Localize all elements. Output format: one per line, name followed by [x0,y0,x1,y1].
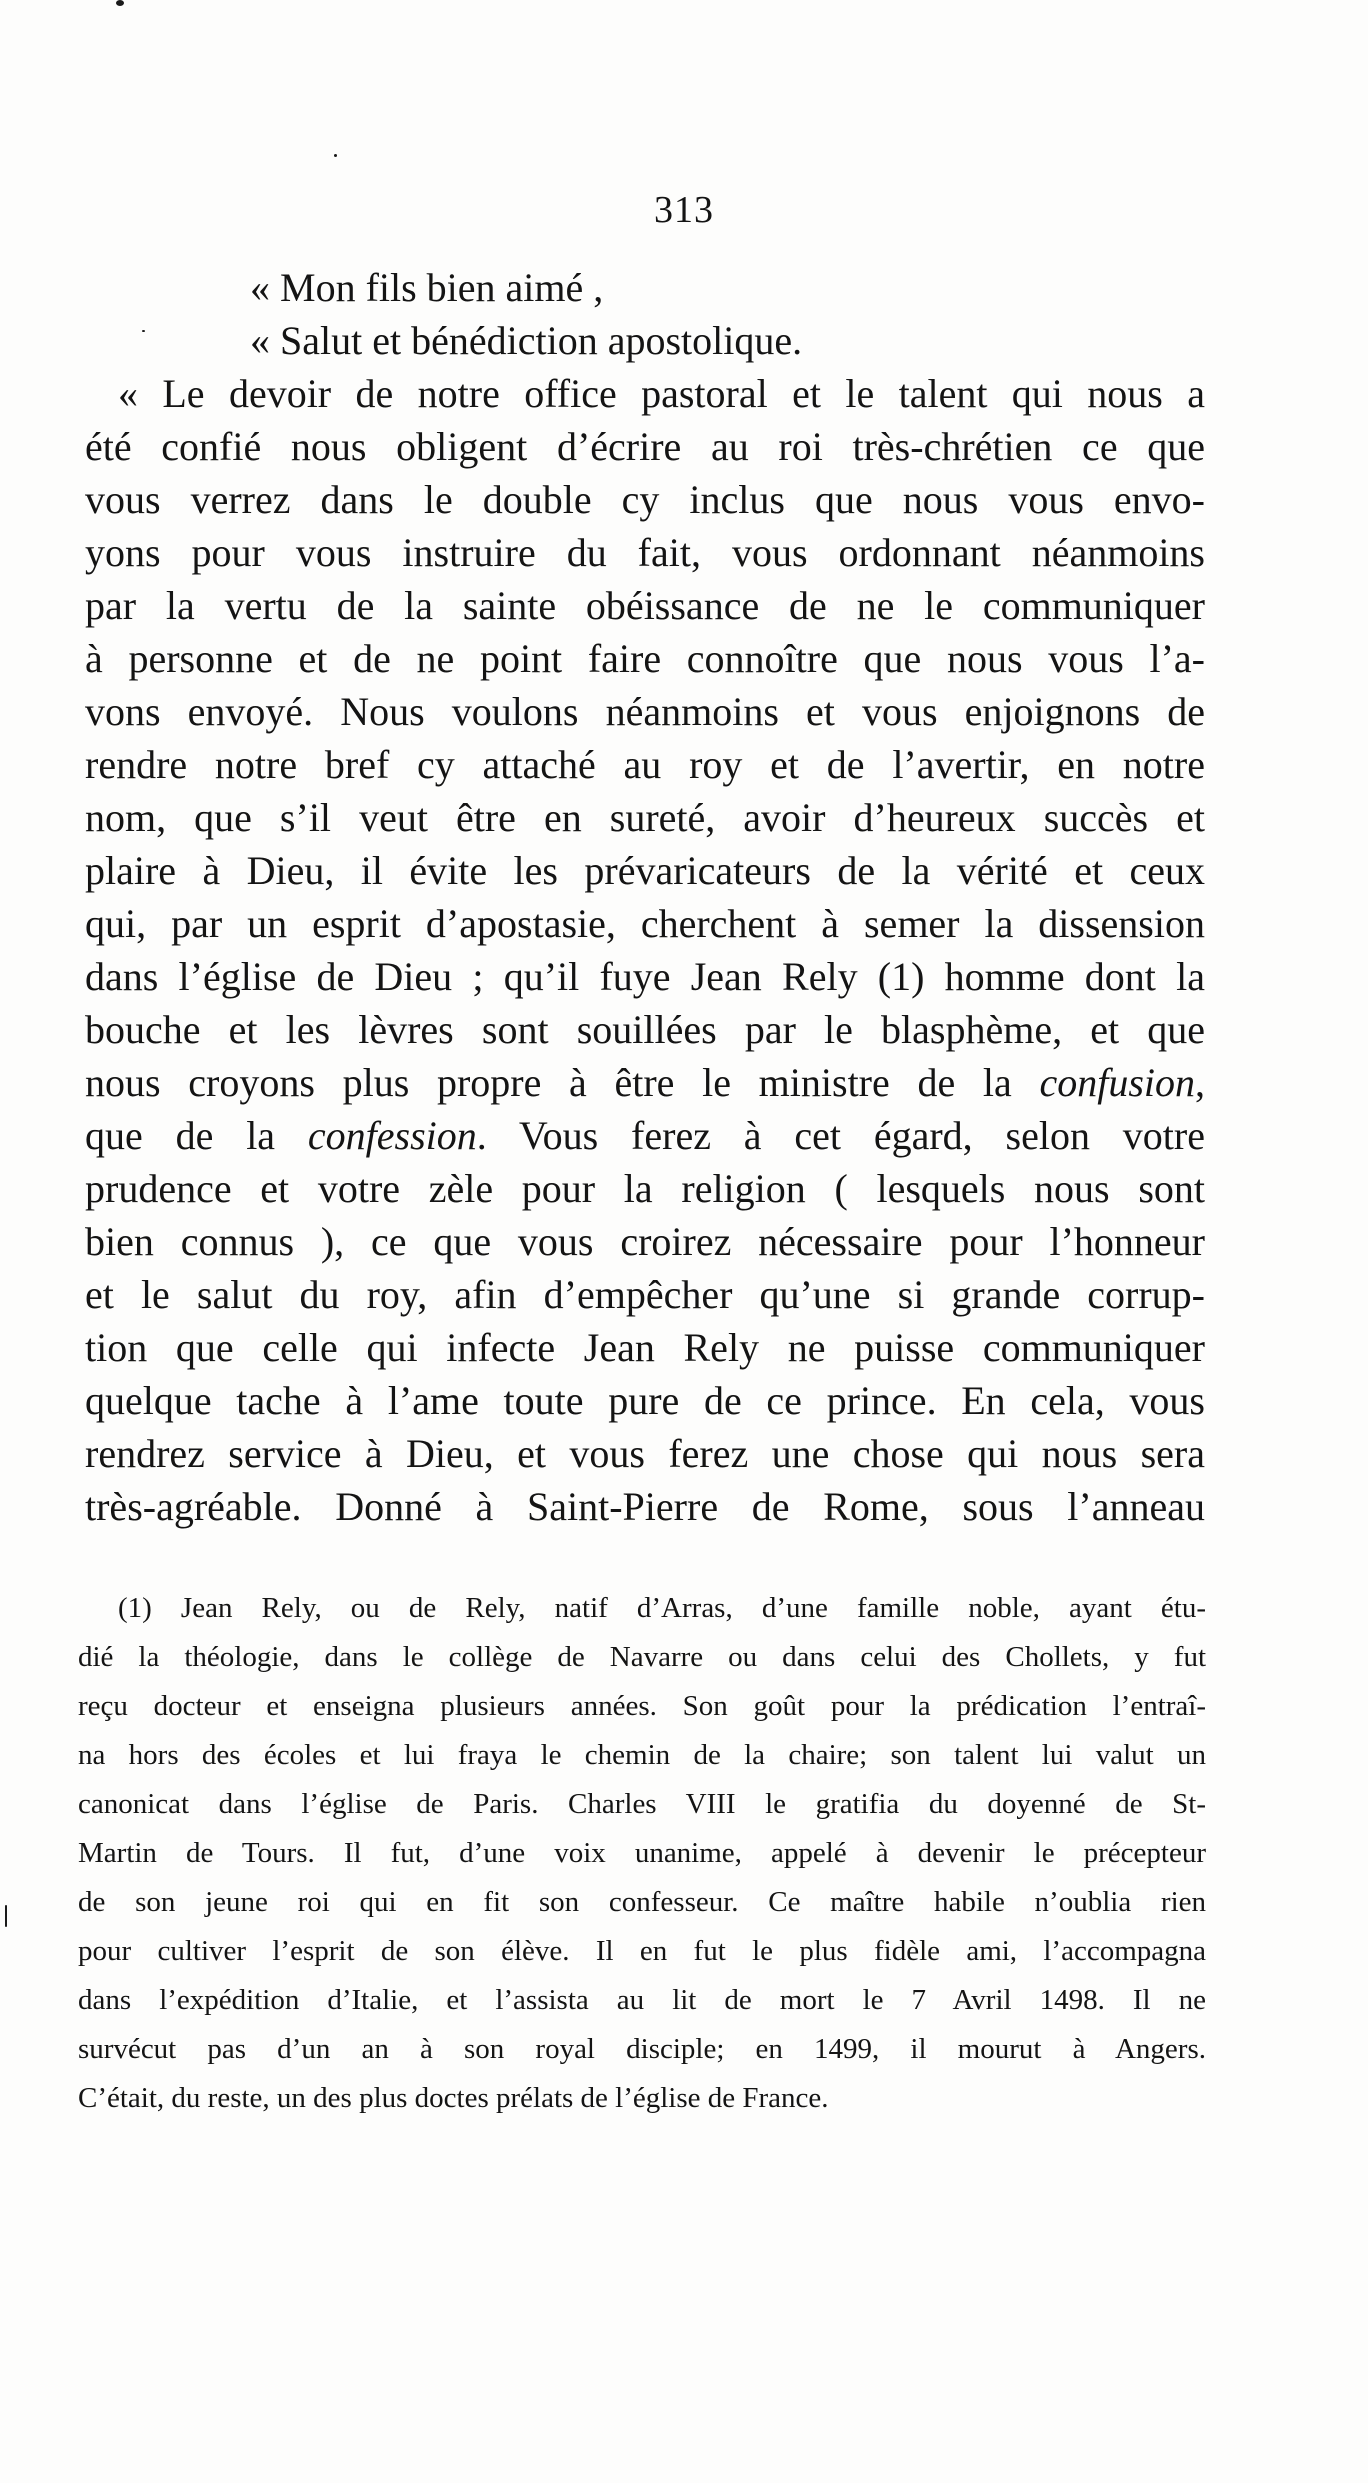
body-line: « Le devoir de notre office pastoral et le talent qui nous a [118,371,1205,416]
footnote-line: (1) Jean Rely, ou de Rely, natif d’Arras, d’une famille noble, ayant étu- [118,1592,1206,1624]
footnote-line: Martin de Tours. Il fut, d’une voix unanime, appelé à devenir le précepteur [78,1837,1206,1869]
footnote-line: de son jeune roi qui en fit son confesseur. Ce maître habile n’oublia rien [78,1886,1206,1918]
italic-word-confusion: confusion [1039,1060,1196,1105]
footnote-line: dans l’expédition d’Italie, et l’assista au lit de mort le 7 Avril 1498. Il ne [78,1984,1206,2016]
footnote-line: survécut pas d’un an à son royal disciple; en 1499, il mourut à Angers. [78,2033,1206,2065]
scan-speck [142,330,145,332]
body-line: prudence et votre zèle pour la religion ( lesquels nous sont [85,1166,1205,1211]
footnote-line: C’était, du reste, un des plus doctes prélats de l’église de France. [78,2082,829,2114]
body-line: rendrez service à Dieu, et vous ferez une chose qui nous sera [85,1431,1205,1476]
body-line: très-agréable. Donné à Saint-Pierre de Rome, sous l’anneau [85,1484,1205,1529]
body-line: vons envoyé. Nous voulons néanmoins et vous enjoignons de [85,689,1205,734]
footnote-line: canonicat dans l’église de Paris. Charles VIII le gratifia du doyenné de St- [78,1788,1206,1820]
body-text: nous croyons plus propre à être le ministre de la [85,1060,1012,1105]
footnote-line: pour cultiver l’esprit de son élève. Il en fut le plus fidèle ami, l’accompagna [78,1935,1206,1967]
body-line: tion que celle qui infecte Jean Rely ne puisse communiquer [85,1325,1205,1370]
body-text: que de la [85,1113,276,1158]
body-line: plaire à Dieu, il évite les prévaricateurs de la vérité et ceux [85,848,1205,893]
body-line: et le salut du roy, afin d’empêcher qu’une si grande corrup- [85,1272,1205,1317]
body-text: . Vous ferez à cet égard, selon votre [476,1113,1205,1158]
blessing-line: « Salut et bénédiction apostolique. [250,318,803,363]
body-line: yons pour vous instruire du fait, vous ordonnant néanmoins [85,530,1205,575]
scan-speck [5,1905,7,1927]
scan-speck [116,0,124,6]
footnote-line: dié la théologie, dans le collège de Navarre ou dans celui des Chollets, y fut [78,1641,1206,1673]
body-line: bien connus ), ce que vous croirez nécessaire pour l’honneur [85,1219,1205,1264]
footnote-line: na hors des écoles et lui fraya le chemin de la chaire; son talent lui valut un [78,1739,1206,1771]
body-line: par la vertu de la sainte obéissance de ne le communiquer [85,583,1205,628]
body-line [85,1057,1205,1109]
body-line: rendre notre bref cy attaché au roy et de l’avertir, en notre [85,742,1205,787]
page-number: 313 [654,189,714,231]
scan-speck [334,154,337,157]
body-line: vous verrez dans le double cy inclus que nous vous envo- [85,477,1205,522]
body-line: quelque tache à l’ame toute pure de ce prince. En cela, vous [85,1378,1205,1423]
body-line: nom, que s’il veut être en sureté, avoir d’heureux succès et [85,795,1205,840]
body-line: bouche et les lèvres sont souillées par le blasphème, et que [85,1007,1205,1052]
body-line: à personne et de ne point faire connoître que nous vous l’a- [85,636,1205,681]
body-text: , [1195,1060,1206,1105]
italic-word-confession: confession [307,1113,477,1158]
footnote-line: reçu docteur et enseigna plusieurs années. Son goût pour la prédication l’entraî- [78,1690,1206,1722]
body-line: qui, par un esprit d’apostasie, cherchent à semer la dissension [85,901,1205,946]
salutation-line: « Mon fils bien aimé , [250,265,604,310]
body-line [85,1110,1205,1162]
body-line: dans l’église de Dieu ; qu’il fuye Jean Rely (1) homme dont la [85,954,1205,999]
body-line: été confié nous obligent d’écrire au roi très-chrétien ce que [85,424,1205,469]
